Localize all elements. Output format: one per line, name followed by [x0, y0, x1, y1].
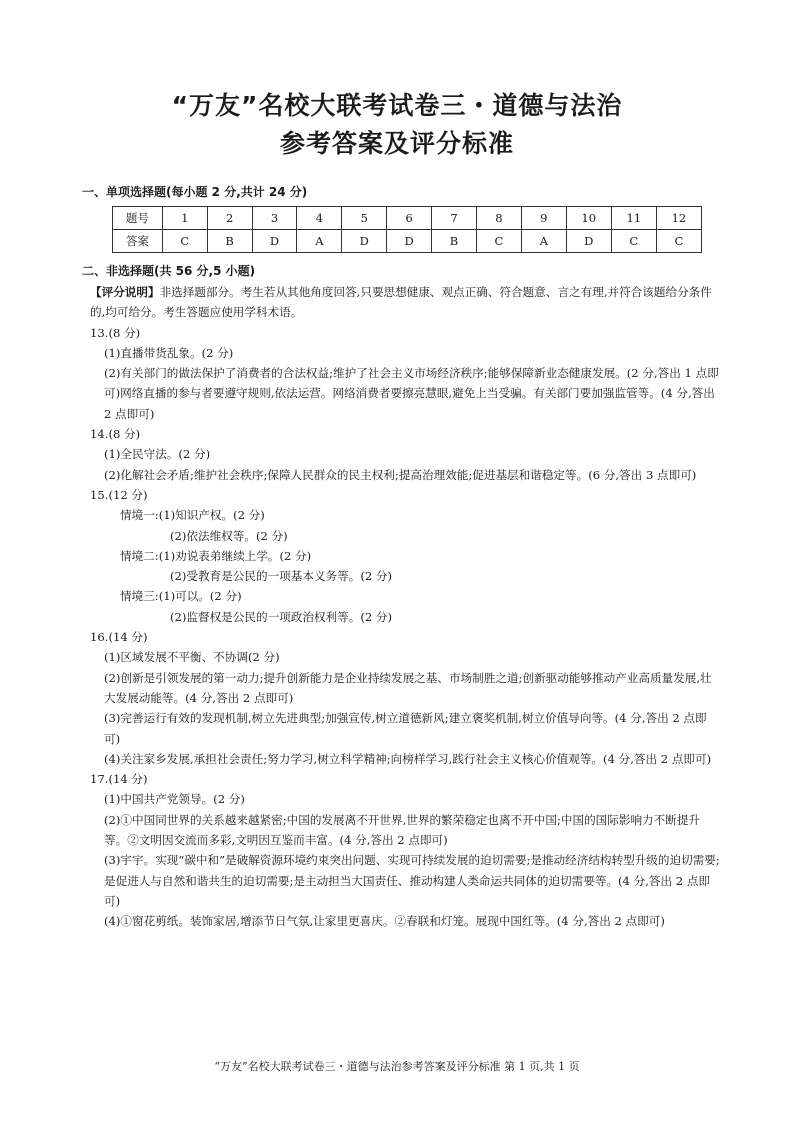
- q13-answer-2: (2)有关部门的做法保护了消费者的合法权益;维护了社会主义市场经济秩序;能够保障新业态健康发展。(2 分,答出 1 点即可)网络直播的参与者要遵守规则,依法运营。网络消费者要擦亮慧眼,避免上当受骗。有关部门要加强监管等。(4 分,答出 2 点即可): [104, 366, 719, 421]
- answer-cell: C: [611, 230, 656, 253]
- question-17-heading: 17.(14 分): [90, 772, 148, 787]
- answer-cell: C: [476, 230, 521, 253]
- page-footer: “万友”名校大联考试卷三・道德与法治参考答案及评分标准 第 1 页,共 1 页: [214, 1060, 580, 1073]
- question-number: 7: [432, 207, 477, 230]
- section2-body: [90, 282, 720, 932]
- answer-table: [112, 206, 702, 253]
- q14-answer-2: (2)化解社会矛盾;维护社会秩序;保障人民群众的民主权利;提高治理效能;促进基层和谐稳定等。(6 分,答出 3 点即可): [104, 467, 697, 482]
- question-13-heading: 13.(8 分): [90, 325, 141, 340]
- question-16-heading: 16.(14 分): [90, 630, 148, 645]
- question-number: 11: [611, 207, 656, 230]
- question-number: 10: [566, 207, 611, 230]
- scoring-note: [90, 282, 720, 323]
- q17-answer-4: (4)①窗花剪纸。装饰家居,增添节日气氛,让家里更喜庆。②春联和灯笼。展现中国红等。(4 分,答出 2 点即可): [104, 914, 665, 929]
- question-14-heading: 14.(8 分): [90, 427, 141, 442]
- section1-heading: 一、单项选择题(每小题 2 分,共计 24 分): [82, 185, 308, 199]
- section2-heading: 二、非选择题(共 56 分,5 小题): [82, 264, 256, 278]
- question-number: 4: [297, 207, 342, 230]
- q13-answer-1: (1)直播带货乱象。(2 分): [104, 345, 234, 360]
- answer-cell: B: [207, 230, 252, 253]
- question-number: 6: [387, 207, 432, 230]
- question-15-heading: 15.(12 分): [90, 487, 148, 502]
- q16-answer-3: (3)完善运行有效的发现机制,树立先进典型;加强宣传,树立道德新风;建立褒奖机制,树立价值导向等。(4 分,答出 2 点即可): [104, 711, 707, 746]
- answer-cell: C: [656, 230, 701, 253]
- question-number: 8: [476, 207, 521, 230]
- q16-answer-2: (2)创新是引领发展的第一动力;提升创新能力是企业持续发展之基、市场制胜之道;创新驱动能够推动产业高质量发展,壮大发展动能等。(4 分,答出 2 点即可): [104, 670, 712, 705]
- answer-cell: D: [566, 230, 611, 253]
- q15-scenario-3-answer-2: (2)监督权是公民的一项政治权利等。(2 分): [170, 609, 393, 624]
- page-subtitle: 参考答案及评分标准: [279, 129, 514, 158]
- q15-scenario-1-answer-1: 情境一:(1)知识产权。(2 分): [120, 508, 265, 523]
- scoring-note-label: 【评分说明】: [90, 285, 160, 299]
- answer-row: [113, 230, 702, 253]
- answer-cell: B: [432, 230, 477, 253]
- question-number: 3: [252, 207, 297, 230]
- q17-answer-3: (3)宇宇。实现“碳中和”是破解资源环境约束突出问题、实现可持续发展的迫切需要;是推动经济结构转型升级的迫切需要;是促进人与自然和谐共生的迫切需要;是主动担当大国责任、推动构建人类命运共同体的迫切需要等。(4 分,答出 2 点即可): [104, 853, 720, 908]
- answer-cell: D: [342, 230, 387, 253]
- question-number: 9: [521, 207, 566, 230]
- q17-answer-1: (1)中国共产党领导。(2 分): [104, 792, 245, 807]
- q16-answer-4: (4)关注家乡发展,承担社会责任;努力学习,树立科学精神;向榜样学习,践行社会主义核心价值观等。(4 分,答出 2 点即可): [104, 751, 712, 766]
- answer-cell: A: [521, 230, 566, 253]
- q15-scenario-1-answer-2: (2)依法维权等。(2 分): [170, 528, 288, 543]
- question-number-row: [113, 207, 702, 230]
- row-label-answer: 答案: [113, 230, 163, 253]
- row-label-number: 题号: [113, 207, 163, 230]
- scoring-note-text: 非选择题部分。考生若从其他角度回答,只要思想健康、观点正确、符合题意、言之有理,并符合该题给分条件的,均可给分。考生答题应使用学科术语。: [90, 285, 712, 320]
- q15-scenario-2-answer-2: (2)受教育是公民的一项基本义务等。(2 分): [170, 569, 393, 584]
- question-number: 5: [342, 207, 387, 230]
- answer-cell: D: [387, 230, 432, 253]
- question-number: 12: [656, 207, 701, 230]
- question-number: 1: [162, 207, 207, 230]
- q16-answer-1: (1)区域发展不平衡、不协调(2 分): [104, 650, 280, 665]
- q14-answer-1: (1)全民守法。(2 分): [104, 447, 211, 462]
- answer-cell: D: [252, 230, 297, 253]
- page-title: “万友”名校大联考试卷三・道德与法治: [171, 91, 623, 120]
- question-number: 2: [207, 207, 252, 230]
- q17-answer-2: (2)①中国同世界的关系越来越紧密;中国的发展离不开世界,世界的繁荣稳定也离不开中国;中国的国际影响力不断提升等。②文明因交流而多彩,文明因互鉴而丰富。(4 分,答出 2 点即可): [104, 812, 701, 848]
- answer-cell: A: [297, 230, 342, 253]
- q15-scenario-3-answer-1: 情境三:(1)可以。(2 分): [120, 589, 242, 604]
- q15-scenario-2-answer-1: 情境二:(1)劝说表弟继续上学。(2 分): [120, 548, 312, 563]
- answer-cell: C: [162, 230, 207, 253]
